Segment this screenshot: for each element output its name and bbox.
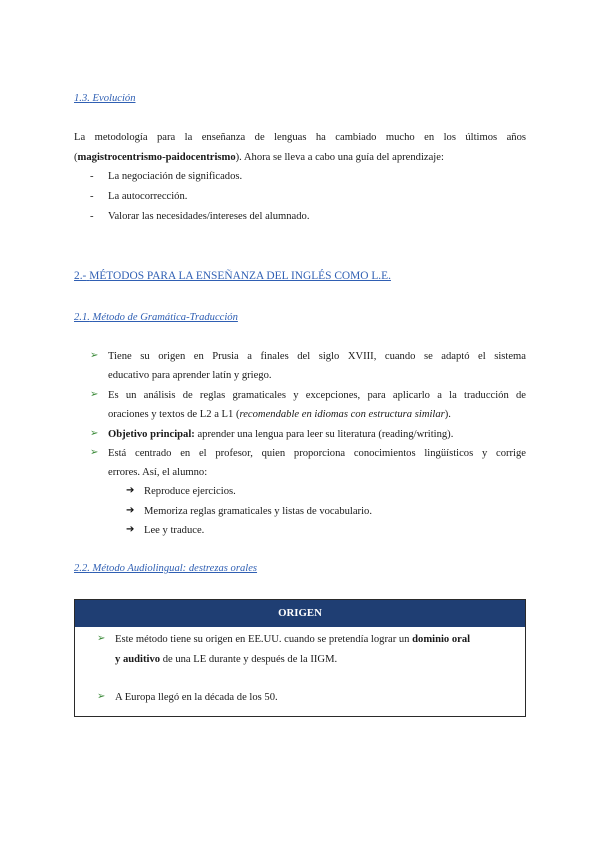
right-arrow-icon: ➔ <box>126 485 135 496</box>
heading-number: 1.3. <box>74 93 90 104</box>
sub-item: Memoriza reglas gramaticales y listas de vocabulario. <box>144 506 372 517</box>
text-segment: oraciones y textos de L2 a L1 ( <box>108 409 240 420</box>
paren-open: ( <box>74 152 78 163</box>
dash-item: La negociación de significados. <box>108 171 243 182</box>
origen-header: ORIGEN <box>75 600 525 627</box>
italic-note: recomendable en idiomas con estructura similar <box>239 409 445 420</box>
text-segment: de una LE durante y después de la IIGM. <box>160 654 338 665</box>
intro-line-2 <box>74 151 444 165</box>
gt-bullet-4-line-1: Está centrado en el profesor, quien proporciona conocimientos lingüísticos y corrige <box>108 448 526 459</box>
intro-line-1: La metodología para la enseñanza de lenguas ha cambiado mucho en los últimos años <box>74 132 526 143</box>
dash-marker: - <box>90 211 94 222</box>
gt-bullet-2-line-2 <box>108 408 451 422</box>
origen-box <box>74 599 526 717</box>
paren-close: ) <box>235 152 240 163</box>
bullet-arrow-icon: ➢ <box>90 389 99 400</box>
gt-bullet-1-line-1: Tiene su origen en Prusia a finales del siglo XVIII, cuando se adaptó el sistema <box>108 351 526 362</box>
dash-item: La autocorrección. <box>108 191 188 202</box>
heading-2-1 <box>74 312 238 323</box>
sub-item: Lee y traduce. <box>144 525 205 536</box>
dash-item: Valorar las necesidades/intereses del alumnado. <box>108 211 310 222</box>
bullet-arrow-icon: ➢ <box>97 691 106 702</box>
heading-title: MÉTODOS PARA LA ENSEÑANZA DEL INGLÉS COMO L.E. <box>89 270 391 282</box>
heading-title: Método de Gramática-Traducción <box>92 312 238 323</box>
intro-rest: . Ahora se lleva a cabo una guía del aprendizaje: <box>239 152 444 163</box>
bold-term: dominio oral <box>412 634 471 645</box>
text-segment: ). <box>444 409 451 420</box>
gt-bullet-2-line-1: Es un análisis de reglas gramaticales y excepciones, para aplicarlo a la traducción de <box>108 390 526 401</box>
sub-item: Reproduce ejercicios. <box>144 486 236 497</box>
gt-bullet-3 <box>108 428 453 442</box>
origen-bullet-1-line-1 <box>115 633 470 647</box>
objective-text: aprender una lengua para leer su literatura (reading/writing). <box>194 429 454 440</box>
right-arrow-icon: ➔ <box>126 524 135 535</box>
text-segment: Este método tiene su origen en EE.UU. cuando se pretendía lograr un <box>115 634 413 645</box>
bold-term: y auditivo <box>115 654 161 665</box>
right-arrow-icon: ➔ <box>126 505 135 516</box>
origen-bullet-2: A Europa llegó en la década de los 50. <box>115 692 278 703</box>
bullet-arrow-icon: ➢ <box>97 633 106 644</box>
heading-2-2 <box>74 563 257 574</box>
gt-bullet-1-line-2: educativo para aprender latín y griego. <box>108 370 272 381</box>
intro-bold-term: magistrocentrismo-paidocentrismo <box>77 152 236 163</box>
heading-number: 2.1. <box>74 312 90 323</box>
heading-2 <box>74 270 391 282</box>
heading-title: Evolución <box>92 93 136 104</box>
bullet-arrow-icon: ➢ <box>90 447 99 458</box>
objective-label: Objetivo principal: <box>108 429 195 440</box>
bullet-arrow-icon: ➢ <box>90 350 99 361</box>
origen-bullet-1-line-2 <box>115 653 337 667</box>
dash-marker: - <box>90 171 94 182</box>
heading-number: 2.- <box>74 270 87 282</box>
gt-bullet-4-line-2: errores. Así, el alumno: <box>108 467 208 478</box>
heading-1-3 <box>74 93 136 104</box>
heading-title: Método Audiolingual: destrezas orales <box>92 563 258 574</box>
bullet-arrow-icon: ➢ <box>90 428 99 439</box>
dash-marker: - <box>90 191 94 202</box>
heading-number: 2.2. <box>74 563 90 574</box>
